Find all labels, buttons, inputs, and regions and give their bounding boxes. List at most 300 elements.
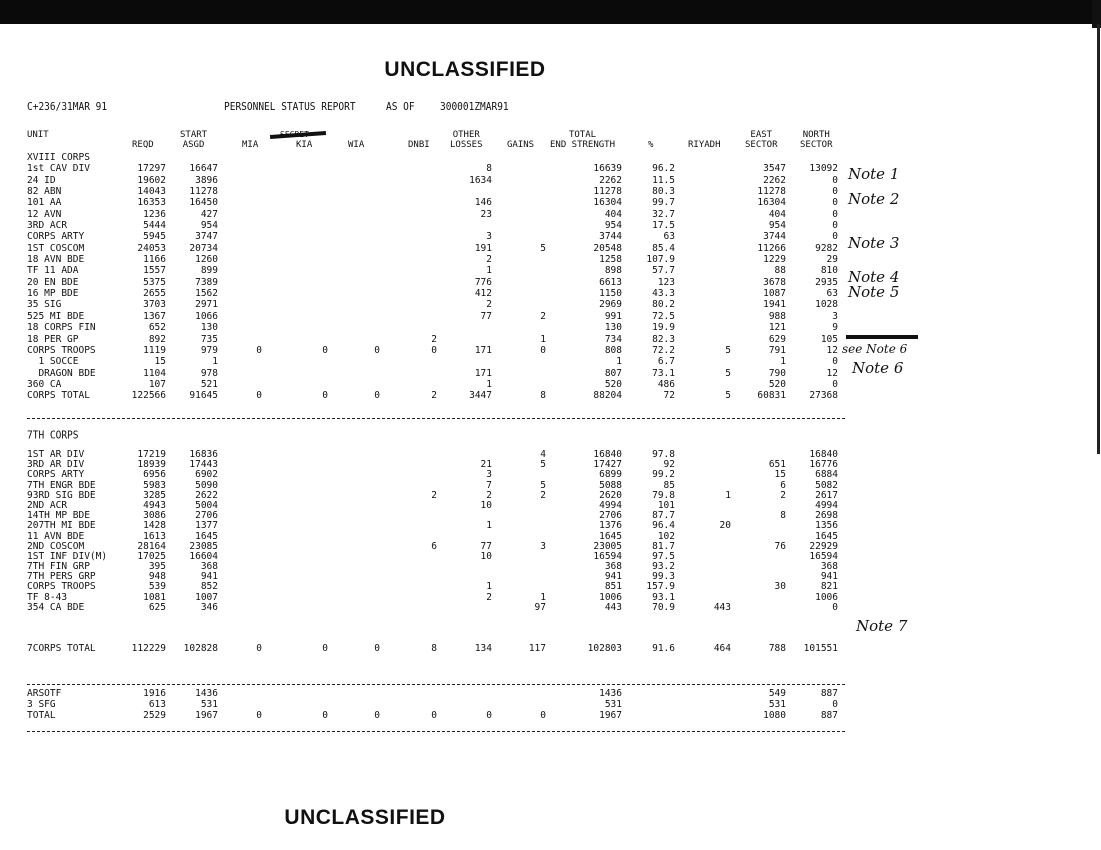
cell-wia: 0 [374,710,380,721]
cell-reqd: 395 [148,561,166,573]
cell-east: 11278 [757,186,786,198]
cell-gains [482,288,546,299]
cell-mia [198,470,262,480]
cell-unit: TF 11 ADA [27,265,79,277]
cell-riyadh: 1 [725,489,731,501]
cell-other: 146 [474,197,492,209]
cell-unit: TOTAL [27,710,56,721]
cell-gains [482,552,546,562]
cell-east: 790 [768,367,786,379]
cell-east: 520 [768,378,786,390]
cell-pct: 87.7 [652,510,675,522]
col-mia: MIA [242,140,259,150]
cell-asgd: 11278 [189,186,218,198]
cell-asgd: 130 [200,322,218,334]
cell-east: 76 [774,540,786,552]
cell-north: 3 [832,310,838,322]
cell-east: 791 [768,344,786,356]
cell-north: 16840 [809,449,838,460]
cell-gains [482,322,546,333]
cell-riyadh: 464 [713,643,731,654]
cell-gains [482,368,546,379]
cell-wia [316,582,380,592]
cell-asgd: 1436 [195,688,218,699]
cell-pct: 157.9 [646,581,675,593]
cell-dnbi: 0 [431,710,437,721]
col-total-end-strength: TOTAL END STRENGTH [550,130,616,150]
cell-north: 63 [826,288,838,300]
cell-gains [482,356,546,367]
cell-wia: 0 [374,344,380,356]
cell-reqd: 18939 [137,459,166,471]
cell-wia [316,491,380,501]
cell-reqd: 1104 [143,367,166,379]
cell-other: 23 [480,208,492,220]
cell-reqd: 4943 [143,499,166,511]
cell-asgd: 23085 [189,540,218,552]
cell-other: 2 [486,489,492,501]
cell-reqd: 1081 [143,591,166,603]
cell-dnbi: 6 [431,540,437,552]
cell-mia [198,379,262,390]
cell-riyadh: 443 [713,601,731,613]
cell-pct: 82.3 [652,333,675,345]
cell-wia [316,379,380,390]
cell-unit: 207TH MI BDE [27,520,96,532]
cell-unit: 3RD ACR [27,220,68,232]
cell-asgd: 1562 [195,288,218,300]
cell-end: 991 [604,310,622,322]
cell-pct: 72.2 [652,344,675,356]
section-7th-corps-title: 7TH CORPS [27,429,79,442]
cell-unit: 7TH ENGR BDE [27,479,96,491]
cell-wia: 0 [374,390,380,402]
cell-north: 9 [832,322,838,334]
report-as-of-value: 300001ZMAR91 [440,101,509,114]
cell-unit: 35 SIG [27,299,62,311]
cell-north: 29 [826,254,838,266]
column-mia [198,688,262,721]
cell-east: 1229 [763,254,786,266]
cell-north: 1028 [815,299,838,311]
cell-end: 520 [604,378,622,390]
cell-reqd: 16353 [137,197,166,209]
cell-gains [482,231,546,242]
cell-reqd: 625 [148,601,166,613]
cell-north: 22929 [809,540,838,552]
cell-mia: 0 [256,390,262,402]
cell-gains [482,152,546,163]
col-north-sector: NORTH SECTOR [800,130,833,150]
cell-kia: 0 [322,643,328,654]
cell-north: 0 [832,220,838,232]
cell-gains [482,163,546,174]
cell-asgd: 1260 [195,254,218,266]
cell-reqd: 2529 [143,710,166,721]
note-2: Note 2 [848,190,900,208]
cell-wia [316,542,380,552]
cell-end: 20548 [593,242,622,254]
cell-gains [482,379,546,390]
note-scribble [846,335,918,339]
cell-end: 11278 [593,186,622,198]
cell-wia [316,265,380,276]
cell-end: 1376 [599,520,622,532]
cell-gains: 5 [540,242,546,254]
cell-pct: 486 [657,378,675,390]
cell-asgd: 2971 [195,299,218,311]
column-wia [316,643,380,655]
cell-reqd: 17025 [137,550,166,562]
cell-north: 0 [832,601,838,613]
cell-asgd: 1377 [195,520,218,532]
cell-end: 368 [604,561,622,573]
cell-end: 4994 [599,499,622,511]
cell-other: 2 [486,254,492,266]
cell-asgd: 16604 [189,550,218,562]
cell-reqd: 5983 [143,479,166,491]
cell-reqd: 15 [154,356,166,368]
cell-pct: 57.7 [652,265,675,277]
cell-wia [316,532,380,542]
cell-unit: 3 SFG [27,699,56,710]
cell-north: 12 [826,344,838,356]
cell-end: 16840 [593,449,622,460]
cell-unit: 7CORPS TOTAL [27,643,96,654]
cell-east: 121 [768,322,786,334]
cell-mia [198,491,262,501]
cell-pct: 72.5 [652,310,675,322]
cell-north: 0 [832,378,838,390]
note-6-see: see Note 6 [842,342,908,356]
cell-asgd: 5090 [195,479,218,491]
cell-other: 171 [474,344,492,356]
cell-other: 1 [486,265,492,277]
cell-reqd: 112229 [131,643,166,654]
cell-mia [198,562,262,572]
cell-east: 2 [780,489,786,501]
note-4: Note 4 [848,268,900,286]
column-north [774,643,838,655]
cell-reqd: 2655 [143,288,166,300]
cell-other: 77 [480,310,492,322]
cell-asgd: 1967 [195,710,218,721]
cell-pct: 96.2 [652,163,675,175]
cell-pct: 85 [663,479,675,491]
cell-reqd: 892 [148,333,166,345]
column-wia [316,152,380,402]
cell-unit: 16 MP BDE [27,288,79,300]
cell-mia [198,186,262,197]
cell-gains: 2 [540,489,546,501]
cell-unit: 1ST AR DIV [27,449,85,460]
cell-east: 1 [780,356,786,368]
cell-north: 821 [820,581,838,593]
cell-asgd: 521 [200,378,218,390]
cell-mia [198,501,262,511]
cell-reqd: 1428 [143,520,166,532]
cell-end: 88204 [593,390,622,402]
cell-wia [316,699,380,710]
cell-mia [198,299,262,310]
cell-north: 4994 [815,499,838,511]
cell-north: 0 [832,231,838,243]
cell-north: 105 [820,333,838,345]
cell-wia [316,603,380,613]
cell-gains: 0 [540,710,546,721]
cell-reqd: 1166 [143,254,166,266]
cell-unit: 354 CA BDE [27,601,85,613]
cell-asgd: 3747 [195,231,218,243]
cell-mia [198,552,262,562]
cell-reqd: 1367 [143,310,166,322]
col-dnbi: DNBI [408,140,430,150]
cell-asgd: 1066 [195,310,218,322]
cell-end: 1967 [599,710,622,721]
cell-asgd: 2622 [195,489,218,501]
cell-kia: 0 [322,710,328,721]
cell-east: 2262 [763,174,786,186]
cell-mia [198,521,262,531]
cell-gains: 0 [540,344,546,356]
col-wia: WIA [348,140,365,150]
cell-east: 531 [768,699,786,710]
cell-asgd: 1007 [195,591,218,603]
cell-unit: ARSOTF [27,688,62,699]
cell-gains [482,501,546,511]
cell-asgd: 954 [200,220,218,232]
cell-unit: 11 AVN BDE [27,530,85,542]
cell-north: 0 [832,699,838,710]
cell-gains [482,277,546,288]
cell-other: 2 [486,591,492,603]
cell-riyadh: 5 [725,390,731,402]
cell-unit: 7TH PERS GRP [27,571,96,583]
cell-dnbi: 2 [431,333,437,345]
cell-mia [198,175,262,186]
cell-wia [316,470,380,480]
cell-gains [482,197,546,208]
cell-other: 171 [474,367,492,379]
cell-east: 788 [768,643,786,654]
column-north [774,152,838,402]
cell-north: 1356 [815,520,838,532]
column-pct [611,152,675,402]
cell-pct: 80.2 [652,299,675,311]
cell-wia [316,288,380,299]
cell-end: 941 [604,571,622,583]
cell-gains [482,254,546,265]
cell-reqd: 14043 [137,186,166,198]
cell-mia [198,209,262,220]
cell-north: 12 [826,367,838,379]
cell-asgd: 1 [212,356,218,368]
cell-wia [316,254,380,265]
cell-mia [198,152,262,163]
cell-gains: 2 [540,310,546,322]
cell-reqd: 3285 [143,489,166,501]
cell-other: 21 [480,459,492,471]
cell-pct: 70.9 [652,601,675,613]
cell-unit: 20 EN BDE [27,276,79,288]
cell-mia [198,450,262,460]
cell-wia [316,243,380,254]
cell-east: 6 [780,479,786,491]
note-5: Note 5 [848,283,900,301]
cell-other: 2 [486,299,492,311]
cell-riyadh: 20 [719,520,731,532]
cell-east: 15 [774,469,786,481]
cell-mia [198,277,262,288]
cell-reqd: 1557 [143,265,166,277]
cell-north: 16776 [809,459,838,471]
cell-reqd: 1119 [143,344,166,356]
cell-gains [482,470,546,480]
cell-pct: 92 [663,459,675,471]
cell-mia: 0 [256,643,262,654]
cell-end: 851 [604,581,622,593]
cell-gains [482,220,546,231]
cell-kia: 0 [322,390,328,402]
cell-gains: 5 [540,479,546,491]
cell-pct: 80.3 [652,186,675,198]
cell-reqd: 6956 [143,469,166,481]
cell-gains [482,582,546,592]
cell-mia [198,481,262,491]
cell-pct: 43.3 [652,288,675,300]
cell-mia [198,356,262,367]
cell-wia [316,231,380,242]
cell-wia [316,501,380,511]
cell-pct [611,152,675,163]
cell-end: 17427 [593,459,622,471]
cell-unit: TF 8-43 [27,591,68,603]
cell-wia [316,552,380,562]
cell-mia [198,288,262,299]
note-3: Note 3 [848,234,900,252]
cell-pct: 93.1 [652,591,675,603]
cell-dnbi: 2 [431,390,437,402]
cell-wia [316,572,380,582]
cell-unit: 82 ABN [27,186,62,198]
cell-north: 0 [832,174,838,186]
cell-pct: 72 [663,390,675,402]
cell-end: 16639 [593,163,622,175]
cell-other: 3 [486,469,492,481]
cell-end: 734 [604,333,622,345]
cell-asgd: 16450 [189,197,218,209]
cell-end: 2620 [599,489,622,501]
cell-gains: 3 [540,540,546,552]
cell-north: 13092 [809,163,838,175]
cell-pct: 97.8 [652,449,675,460]
cell-mia [198,254,262,265]
cell-reqd: 5444 [143,220,166,232]
note-1: Note 1 [848,165,900,183]
cell-unit: 18 CORPS FIN [27,322,96,334]
cell-asgd: 16836 [189,449,218,460]
cell-mia [198,265,262,276]
cell-end: 102803 [587,643,622,654]
cell-asgd: 17443 [189,459,218,471]
cell-riyadh: 5 [725,344,731,356]
cell-reqd: 5945 [143,231,166,243]
cell-dnbi: 0 [431,344,437,356]
cell-pct: 97.5 [652,550,675,562]
col-other-losses: OTHER LOSSES [450,130,483,150]
cell-reqd: 3086 [143,510,166,522]
column-pct [611,688,675,721]
cell-reqd: 19602 [137,174,166,186]
column-wia [316,450,380,613]
cell-other: 7 [486,479,492,491]
col-reqd: REQD [132,140,154,150]
cell-reqd: 107 [148,378,166,390]
cell-asgd: 941 [200,571,218,583]
cell-other: 3447 [469,390,492,402]
cell-gains [482,299,546,310]
column-mia [198,450,262,613]
cell-other: 134 [474,643,492,654]
cell-asgd: 6902 [195,469,218,481]
cell-east: 549 [768,688,786,699]
cell-reqd: 5375 [143,276,166,288]
cell-mia [198,572,262,582]
cell-other: 412 [474,288,492,300]
cell-unit: 12 AVN [27,208,62,220]
cell-asgd: 7389 [195,276,218,288]
cell-gains [482,562,546,572]
cell-end: 531 [604,699,622,710]
cell-north: 0 [832,186,838,198]
cell-unit: 14TH MP BDE [27,510,90,522]
cell-pct: 99.7 [652,197,675,209]
cell-east: 60831 [757,390,786,402]
col-riyadh: RIYADH [688,140,721,150]
cell-reqd: 17297 [137,163,166,175]
cell-reqd: 28164 [137,540,166,552]
cell-reqd: 1236 [143,208,166,220]
cell-mia [198,322,262,333]
cell-asgd: 346 [200,601,218,613]
cell-other: 1634 [469,174,492,186]
cell-wia [316,197,380,208]
column-gains [482,688,546,721]
cell-reqd: 613 [148,699,166,710]
cell-other: 1 [486,378,492,390]
cell-pct: 85.4 [652,242,675,254]
cell-pct: 101 [657,499,675,511]
cell-pct: 73.1 [652,367,675,379]
cell-pct: 63 [663,231,675,243]
col-east-sector: EAST SECTOR [745,130,778,150]
cell-north: 887 [820,710,838,721]
cell-asgd: 5004 [195,499,218,511]
classification-top: UNCLASSIFIED [384,58,546,81]
cell-asgd: 979 [200,344,218,356]
cell-gains [482,532,546,542]
cell-end: 3744 [599,231,622,243]
cell-north: 9282 [815,242,838,254]
cell-end: 6899 [599,469,622,481]
cell-east: 954 [768,220,786,232]
cell-wia [316,322,380,333]
cell-pct: 99.3 [652,571,675,583]
cell-gains: 5 [540,459,546,471]
cell-wia [316,311,380,322]
cell-mia: 0 [256,710,262,721]
cell-pct: 17.5 [652,220,675,232]
